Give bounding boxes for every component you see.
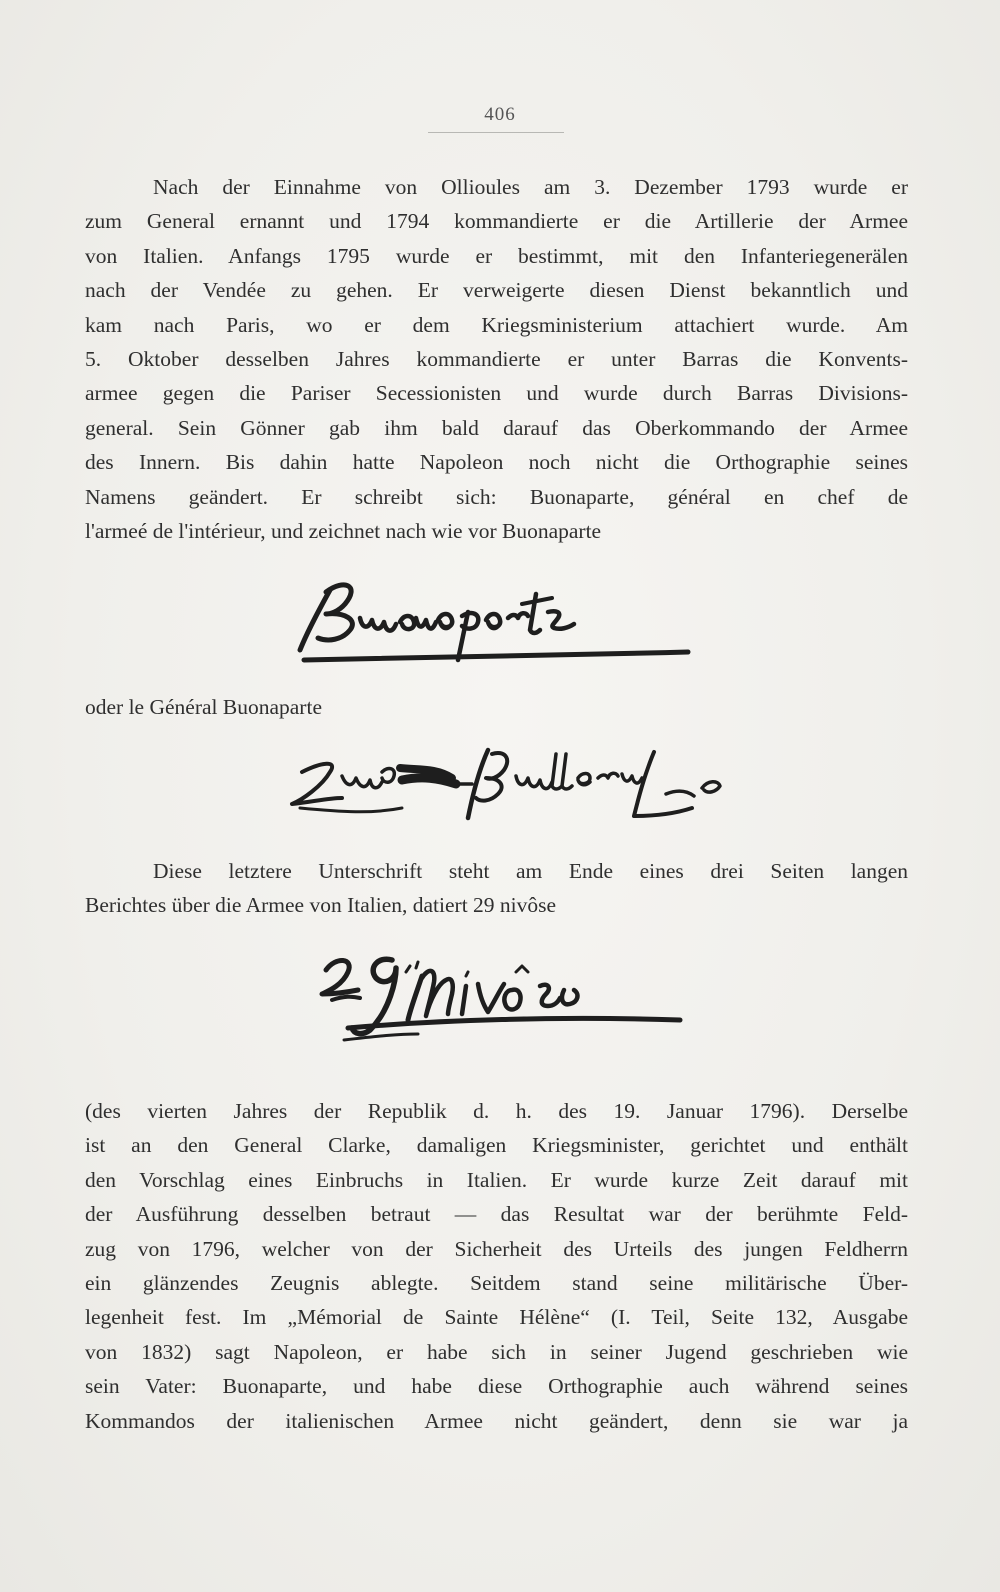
text-line: zug von 1796, welcher von der Sicherheit des Urteils des jungen Feldherrn — [85, 1236, 908, 1261]
signature-le-general-buonaparte — [282, 742, 752, 824]
page-number-rule — [428, 132, 564, 133]
signature-date-29-nivose — [318, 950, 688, 1050]
text-line: von 1832) sagt Napoleon, er habe sich in seiner Jugend geschrieben wie — [85, 1339, 908, 1364]
signature-drawing — [282, 742, 752, 824]
text-line: des Innern. Bis dahin hatte Napoleon noch nicht die Orthographie seines — [85, 450, 908, 475]
text-line: ein glänzendes Zeugnis ablegte. Seitdem stand seine militärische Über- — [85, 1271, 908, 1296]
signature-drawing — [318, 950, 688, 1050]
text-line: Kommandos der italienischen Armee nicht geändert, denn sie war ja — [85, 1408, 908, 1433]
text-line: nach der Vendée zu gehen. Er verweigerte diesen Dienst bekanntlich und — [85, 278, 908, 303]
signature-drawing — [290, 568, 700, 670]
text-line: kam nach Paris, wo er dem Kriegsministerium attachiert wurde. Am — [85, 312, 908, 337]
paragraph-4 — [85, 1094, 908, 1438]
paragraph-1 — [85, 170, 908, 548]
text-line: Diese letztere Unterschrift steht am Ende eines drei Seiten langen — [153, 859, 908, 883]
text-line: den Vorschlag eines Einbruchs in Italien. Er wurde kurze Zeit darauf mit — [85, 1167, 908, 1192]
text-line: von Italien. Anfangs 1795 wurde er bestimmt, mit den Infanteriegenerälen — [85, 243, 908, 268]
text-line: Berichtes über die Armee von Italien, datiert 29 nivôse — [85, 893, 557, 918]
text-line: general. Sein Gönner gab ihm bald darauf das Oberkommando der Armee — [85, 415, 908, 440]
text-line: l'armeé de l'intérieur, und zeichnet nach wie vor Buonaparte — [85, 519, 602, 544]
text-line: armee gegen die Pariser Secessionisten und wurde durch Barras Divisions- — [85, 381, 908, 406]
text-line: (des vierten Jahres der Republik d. h. des 19. Januar 1796). Derselbe — [85, 1099, 908, 1123]
text-line: oder le Général Buonaparte — [85, 695, 322, 719]
text-line: 5. Oktober desselben Jahres kommandierte er unter Barras die Konvents- — [85, 347, 908, 372]
text-line: Namens geändert. Er schreibt sich: Buonaparte, général en chef de — [85, 484, 908, 509]
text-line: der Ausführung desselben betraut — das Resultat war der berühmte Feld- — [85, 1202, 908, 1227]
text-line: sein Vater: Buonaparte, und habe diese Orthographie auch während seines — [85, 1374, 908, 1399]
page-number: 406 — [484, 104, 516, 125]
paragraph-2 — [85, 690, 908, 724]
text-line: legenheit fest. Im „Mémorial de Sainte Hélène“ (I. Teil, Seite 132, Ausgabe — [85, 1305, 908, 1330]
text-line: ist an den General Clarke, damaligen Kriegsminister, gerichtet und enthält — [85, 1133, 908, 1158]
signature-buonaparte — [290, 568, 700, 670]
text-line: zum General ernannt und 1794 kommandierte er die Artillerie der Armee — [85, 209, 908, 234]
text-line: Nach der Einnahme von Ollioules am 3. Dezember 1793 wurde er — [153, 175, 908, 199]
paragraph-3 — [85, 854, 908, 923]
